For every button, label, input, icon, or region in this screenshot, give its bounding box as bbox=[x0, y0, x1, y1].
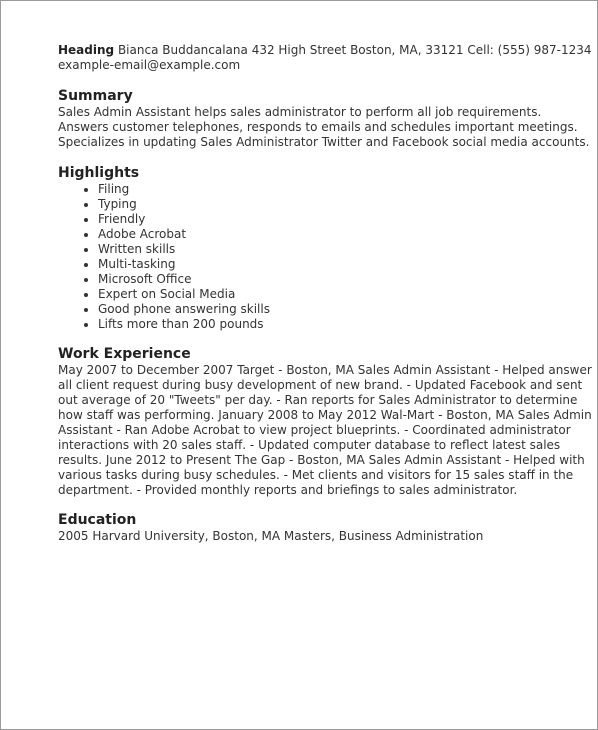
highlight-item: • Adobe Acrobat bbox=[98, 227, 592, 242]
work-experience-text: May 2007 to December 2007 Target - Boston, MA Sales Admin Assistant - Helped answer all client request during busy development of new brand. - Updated Facebook and sent out average of 20 "Tweets" per day. - Ran reports for Sales Administrator to determine how staff was performing. January 2008 to May 2012 Wal-Mart - Boston, MA Sales Admin Assistant - Ran Adobe Acrobat to view project blueprints. - Coordinated administrator interactions with 20 sales staff. - Updated computer database to reflect latest sales results. June 2012 to Present The Gap - Boston, MA Sales Admin Assistant - Helped with various tasks during busy schedules. - Met clients and visitors for 15 sales staff in the department. - Provided monthly reports and briefings to sales administrator. bbox=[58, 363, 592, 497]
heading-label: Heading bbox=[58, 43, 115, 57]
summary-title: Summary bbox=[58, 88, 133, 104]
highlight-item: • Expert on Social Media bbox=[98, 287, 592, 302]
heading-contact-info: Bianca Buddancalana 432 High Street Boston, MA, 33121 Cell: (555) 987-1234 example-email@example.com bbox=[58, 43, 592, 72]
highlight-item: • Lifts more than 200 pounds bbox=[98, 317, 592, 332]
resume-content bbox=[58, 43, 592, 544]
highlight-item: • Friendly bbox=[98, 212, 592, 227]
highlights-list bbox=[58, 182, 592, 332]
highlight-item: • Microsoft Office bbox=[98, 272, 592, 287]
work-experience-section bbox=[58, 345, 592, 498]
highlights-title: Highlights bbox=[58, 165, 140, 181]
summary-text: Sales Admin Assistant helps sales administrator to perform all job requirements. Answers customer telephones, responds to emails and schedules important meetings. Specializes in updating Sales Administrator Twitter and Facebook social media accounts. bbox=[58, 105, 590, 149]
summary-section bbox=[58, 87, 592, 150]
highlight-item: • Typing bbox=[98, 197, 592, 212]
highlight-item: • Good phone answering skills bbox=[98, 302, 592, 317]
education-text: 2005 Harvard University, Boston, MA Masters, Business Administration bbox=[58, 529, 484, 543]
work-experience-title: Work Experience bbox=[58, 346, 191, 362]
highlight-item: • Filing bbox=[98, 182, 592, 197]
highlights-section bbox=[58, 164, 592, 332]
education-title: Education bbox=[58, 512, 137, 528]
highlight-item: • Written skills bbox=[98, 242, 592, 257]
highlight-item: • Multi-tasking bbox=[98, 257, 592, 272]
heading-line bbox=[58, 43, 592, 73]
education-section bbox=[58, 511, 592, 544]
